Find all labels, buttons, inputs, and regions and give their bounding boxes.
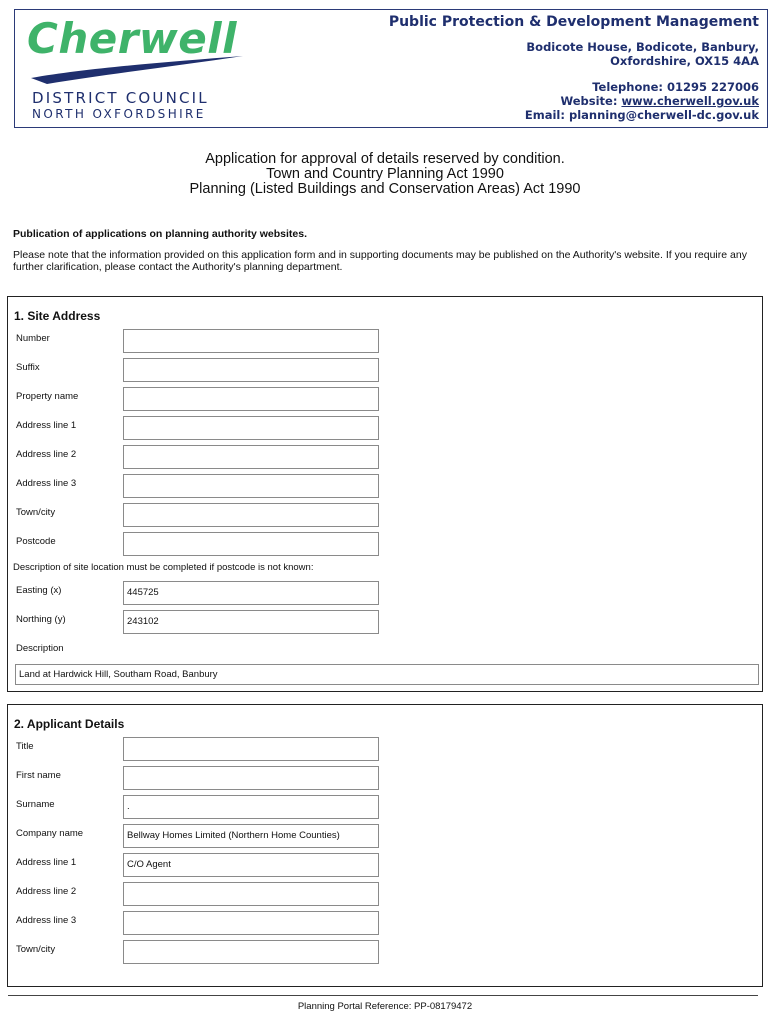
easting-label: Easting (x) <box>16 585 62 596</box>
suffix-field[interactable] <box>123 358 379 382</box>
logo-swoosh-icon <box>27 50 247 86</box>
address-line-1-label: Address line 1 <box>16 420 77 431</box>
letterhead <box>14 9 768 128</box>
footer-divider <box>8 995 758 996</box>
address-line-1-label: Address line 1 <box>16 857 77 868</box>
address-line-3-label: Address line 3 <box>16 915 77 926</box>
address-line-1-field[interactable]: C/O Agent <box>123 853 379 877</box>
title-field[interactable] <box>123 737 379 761</box>
website-link[interactable]: www.cherwell.gov.uk <box>621 94 759 108</box>
easting-field[interactable]: 445725 <box>123 581 379 605</box>
location-note: Description of site location must be completed if postcode is not known: <box>13 562 314 573</box>
property-name-label: Property name <box>16 391 79 402</box>
town-label: Town/city <box>16 507 56 518</box>
council-logo-wordmark: Cherwell <box>27 14 238 63</box>
logo-subtitle-1: DISTRICT COUNCIL <box>32 89 209 107</box>
property-name-field[interactable] <box>123 387 379 411</box>
town-label: Town/city <box>16 944 56 955</box>
logo-subtitle-2: NORTH OXFORDSHIRE <box>32 107 206 121</box>
publication-heading: Publication of applications on planning authority websites. <box>13 228 308 240</box>
company-name-field[interactable]: Bellway Homes Limited (Northern Home Counties) <box>123 824 379 848</box>
section-title: 1. Site Address <box>14 309 101 323</box>
address-line-2-field[interactable] <box>123 445 379 469</box>
address-line-3-field[interactable] <box>123 474 379 498</box>
publication-note: Please note that the information provided on this application form and in supporting documents may be published on the Authority's website. If you require any further clarification, please contact the Authority's planning department. <box>13 249 747 273</box>
northing-field[interactable]: 243102 <box>123 610 379 634</box>
telephone: Telephone: 01295 227006 <box>592 80 759 94</box>
address-line-2-label: Address line 2 <box>16 886 77 897</box>
northing-label: Northing (y) <box>16 614 66 625</box>
number-field[interactable] <box>123 329 379 353</box>
town-field[interactable] <box>123 503 379 527</box>
department-name: Public Protection & Development Management <box>388 14 759 30</box>
first-name-label: First name <box>16 770 61 781</box>
postcode-field[interactable] <box>123 532 379 556</box>
description-field[interactable]: Land at Hardwick Hill, Southam Road, Banbury <box>15 664 759 685</box>
surname-label: Surname <box>16 799 55 810</box>
address-line-1-field[interactable] <box>123 416 379 440</box>
form-title: Application for approval of details reserved by condition. Town and Country Planning Act 1990 Planning (Listed Buildings and Conservation Areas) Act 1990 <box>189 151 581 197</box>
first-name-field[interactable] <box>123 766 379 790</box>
address-line-2-field[interactable] <box>123 882 379 906</box>
section-title: 2. Applicant Details <box>14 717 125 731</box>
email[interactable]: Email: planning@cherwell-dc.gov.uk <box>524 108 759 122</box>
council-address: Bodicote House, Bodicote, Banbury, Oxfordshire, OX15 4AA <box>526 40 759 68</box>
address-line-3-label: Address line 3 <box>16 478 77 489</box>
applicant-details-section <box>7 704 763 987</box>
address-line-3-field[interactable] <box>123 911 379 935</box>
company-name-label: Company name <box>16 828 84 839</box>
website-line: Website: www.cherwell.gov.uk <box>560 94 759 108</box>
suffix-label: Suffix <box>16 362 40 373</box>
address-line-2-label: Address line 2 <box>16 449 77 460</box>
number-label: Number <box>16 333 50 344</box>
description-label: Description <box>16 643 64 654</box>
title-label: Title <box>16 741 34 752</box>
contact-details <box>525 80 759 122</box>
portal-reference: Planning Portal Reference: PP-08179472 <box>297 1001 473 1012</box>
site-address-section <box>7 296 763 692</box>
postcode-label: Postcode <box>16 536 56 547</box>
town-field[interactable] <box>123 940 379 964</box>
surname-field[interactable]: . <box>123 795 379 819</box>
